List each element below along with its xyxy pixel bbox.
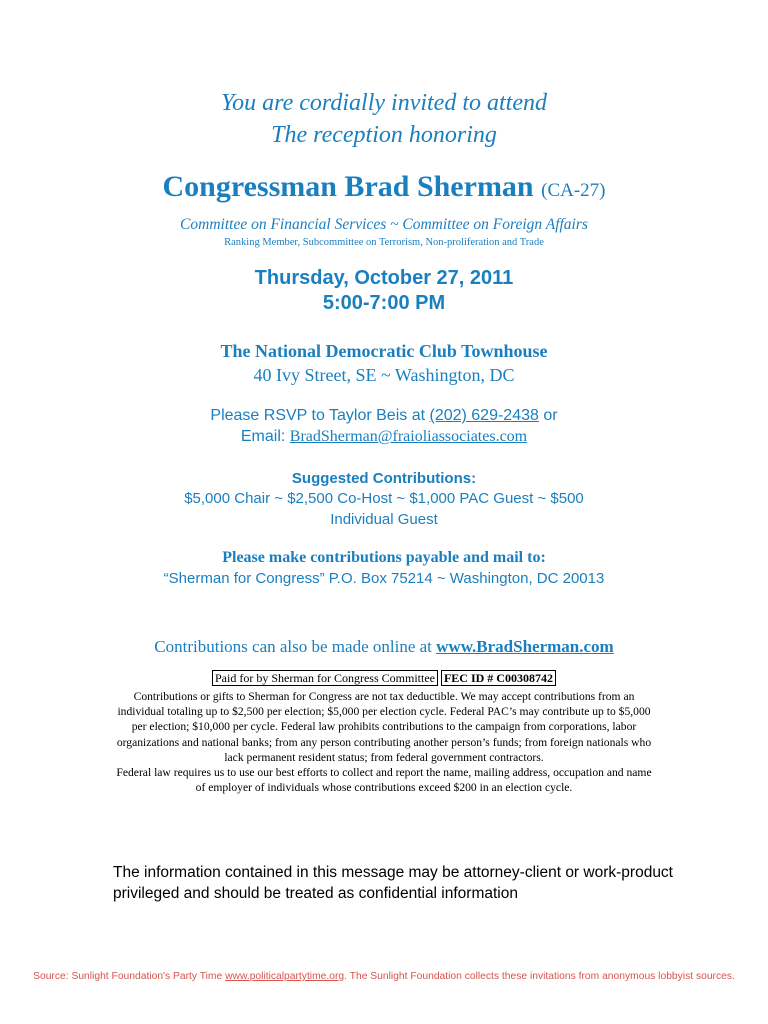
- mail-heading: Please make contributions payable and mail to:: [222, 549, 546, 566]
- rsvp-suffix: or: [538, 407, 558, 424]
- paid-for-box: Paid for by Sherman for Congress Committee: [212, 670, 438, 686]
- invitation-line-1: You are cordially invited to attend: [221, 90, 547, 116]
- honoree-name: Congressman Brad Sherman: [162, 170, 534, 203]
- honoree-district: (CA-27): [541, 180, 606, 201]
- paid-for-line: [0, 671, 768, 686]
- confidentiality-notice: The information contained in this message may be attorney-client or work-product privileged and should be treated as confidential information: [113, 864, 673, 902]
- source-link[interactable]: www.politicalpartytime.org: [225, 971, 345, 982]
- rsvp-email-label: Email:: [240, 428, 290, 445]
- mail-address: “Sherman for Congress” P.O. Box 75214 ~ Washington, DC 20013: [163, 570, 605, 587]
- event-venue: The National Democratic Club Townhouse: [220, 341, 548, 361]
- contributions-line-1: $5,000 Chair ~ $2,500 Co-Host ~ $1,000 PAC Guest ~ $500: [184, 490, 584, 507]
- online-url-link[interactable]: www.BradSherman.com: [436, 637, 614, 656]
- rsvp-email-link[interactable]: BradSherman@fraioliassociates.com: [289, 428, 528, 445]
- online-prefix: Contributions can also be made online at: [154, 637, 437, 656]
- disclaimer-paragraph-2: Federal law requires us to use our best efforts to collect and report the name, mailing address, occupation and name of employer of individuals whose contributions exceed $200 in an election cycle.: [116, 766, 652, 795]
- fec-id-box: FEC ID # C00308742: [441, 670, 556, 686]
- invitation-line-2: The reception honoring: [271, 122, 497, 148]
- contributions-heading: Suggested Contributions:: [291, 470, 477, 487]
- source-prefix: Source: Sunlight Foundation's Party Time: [33, 971, 226, 982]
- ranking-line: Ranking Member, Subcommittee on Terrorism, Non-proliferation and Trade: [224, 237, 544, 248]
- committees-line: Committee on Financial Services ~ Committee on Foreign Affairs: [180, 216, 588, 233]
- rsvp-phone-link[interactable]: (202) 629-2438: [429, 407, 539, 424]
- online-contributions-line: [0, 637, 768, 657]
- event-address: 40 Ivy Street, SE ~ Washington, DC: [253, 365, 515, 385]
- event-date: Thursday, October 27, 2011: [254, 267, 514, 289]
- disclaimer-paragraph-1: Contributions or gifts to Sherman for Congress are not tax deductible. We may accept contributions from an individual totaling up to $2,500 per election; $5,000 per election cycle. Federal PAC’s may contribute up to $5,000 per election; $10,000 per cycle. Federal law prohibits contributions to the campaign from corporations, labor organizations and national banks; from any person contributing another person’s funds; from foreign nationals who lack permanent resident status; from federal government contractors.: [116, 690, 652, 764]
- rsvp-prefix: Please RSVP to Taylor Beis at: [210, 407, 430, 424]
- event-time: 5:00-7:00 PM: [322, 292, 446, 314]
- rsvp-line: [0, 407, 768, 425]
- contributions-line-2: Individual Guest: [330, 511, 438, 528]
- legal-disclaimer: [115, 689, 653, 795]
- source-footer: [0, 971, 768, 982]
- rsvp-email-line: [0, 428, 768, 446]
- honoree-heading: [0, 170, 768, 204]
- source-suffix: . The Sunlight Foundation collects these invitations from anonymous lobbyist sources.: [344, 971, 735, 982]
